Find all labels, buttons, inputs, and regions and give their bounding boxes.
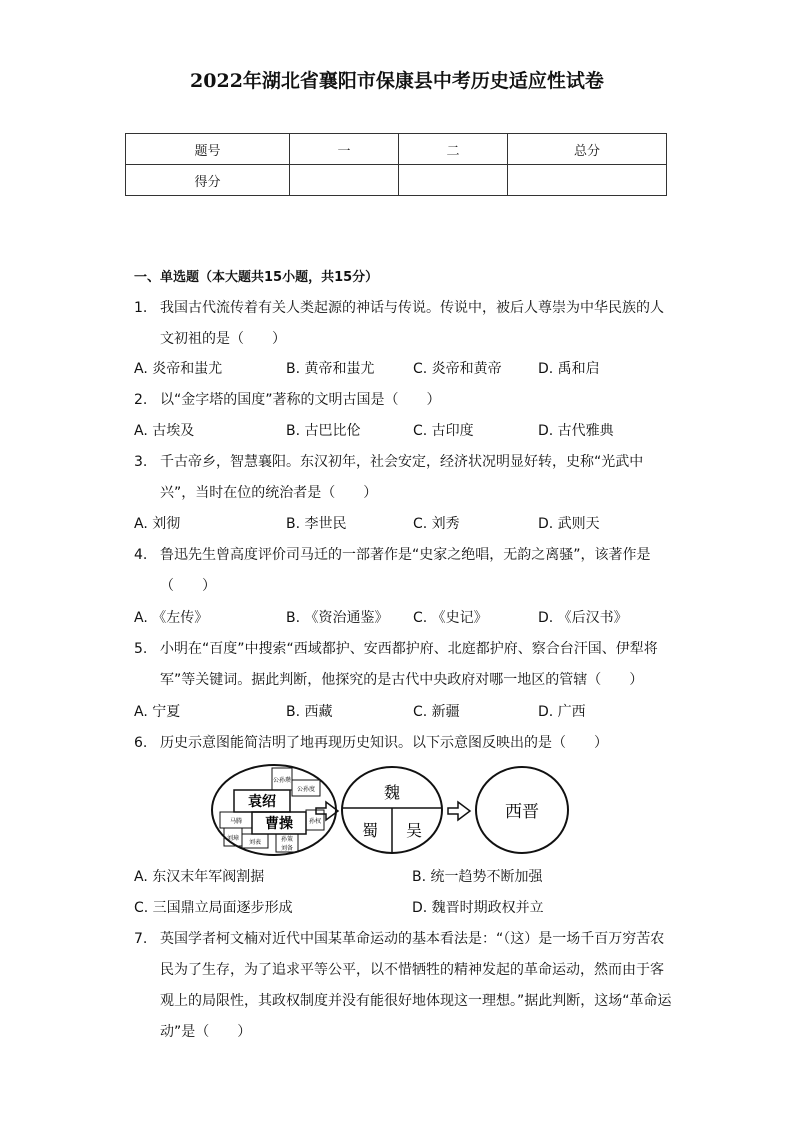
option-d[interactable]: D. 古代雅典: [538, 423, 614, 439]
option-d[interactable]: D. 禹和启: [538, 361, 600, 377]
question-5: [134, 634, 674, 696]
options-5: [134, 697, 674, 728]
question-stem: 小明在“百度”中搜索“西域都护、安西都护府、北庭都护府、察合台汗国、伊犁将军”等关键词。据此判断，他探究的是古代中央政府对哪一地区的管辖（ ）: [160, 641, 658, 688]
score-cell: [290, 165, 399, 196]
option-b[interactable]: B. 古巴比伦: [286, 423, 361, 439]
option-a[interactable]: A. 《左传》: [134, 610, 209, 626]
label-small-warlord: 马腾: [229, 818, 243, 825]
options-2: [134, 416, 674, 447]
question-stem: 历史示意图能简洁明了地再现历史知识。以下示意图反映出的是（ ）: [160, 735, 608, 751]
question-number: 2.: [134, 392, 148, 408]
question-number: 1.: [134, 300, 148, 316]
question-number: 6.: [134, 735, 148, 751]
option-a[interactable]: A. 宁夏: [134, 704, 181, 720]
label-wu: 吴: [405, 821, 423, 840]
label-small-warlord: 公孙瓒: [272, 777, 292, 784]
question-4: [134, 540, 674, 602]
options-6-row1: [134, 862, 674, 893]
label-yuanshao: 袁绍: [248, 794, 276, 810]
question-6: [134, 728, 674, 759]
option-a[interactable]: A. 东汉末年军阀割据: [134, 869, 265, 885]
question-stem: 英国学者柯文楠对近代中国某革命运动的基本看法是：“（这）是一场千百万穷苦农民为了生存，为了追求平等公平，以不惜牺牲的精神发起的革命运动，然而由于客观上的局限性，其政权制度并没有能很好地体现这一理想。”据此判断，这场“革命运动”是（ ）: [160, 931, 672, 1040]
options-4: [134, 603, 674, 634]
label-small-warlord: 刘璋: [226, 835, 240, 842]
option-b[interactable]: B. 统一趋势不断加强: [412, 869, 543, 885]
score-header-cell: 题号: [126, 134, 290, 165]
options-1: [134, 354, 674, 385]
section-heading: 一、单选题（本大题共15小题，共15分）: [134, 270, 379, 285]
score-table: [125, 133, 667, 196]
question-stem: 以“金字塔的国度”著称的文明古国是（ ）: [160, 392, 441, 408]
options-6-row2: [134, 893, 674, 924]
question-number: 4.: [134, 547, 148, 563]
question-2: [134, 385, 674, 416]
option-c[interactable]: C. 新疆: [413, 704, 460, 720]
score-cell: [508, 165, 667, 196]
option-a[interactable]: A. 古埃及: [134, 423, 195, 439]
label-small-warlord: 刘备: [280, 845, 294, 852]
option-a[interactable]: A. 刘彻: [134, 516, 181, 532]
arrow-right-icon: [448, 802, 470, 820]
score-table-row: [126, 165, 667, 196]
score-header-cell: 一: [290, 134, 399, 165]
label-small-warlord: 孙权: [308, 818, 322, 825]
score-cell: [399, 165, 508, 196]
option-d[interactable]: D. 武则天: [538, 516, 600, 532]
question-number: 5.: [134, 641, 148, 657]
option-b[interactable]: B. 《资治通鉴》: [286, 610, 389, 626]
options-3: [134, 509, 674, 540]
option-d[interactable]: D. 《后汉书》: [538, 610, 628, 626]
question-stem: 我国古代流传着有关人类起源的神话与传说。传说中，被后人尊崇为中华民族的人文初祖的是（ ）: [160, 300, 664, 347]
label-wei: 魏: [383, 783, 401, 802]
label-small-warlord: 孙策: [280, 836, 294, 843]
label-small-warlord: 公孙度: [296, 786, 316, 793]
option-c[interactable]: C. 《史记》: [413, 610, 488, 626]
question-3: [134, 447, 674, 509]
page-title: 2022年湖北省襄阳市保康县中考历史适应性试卷: [190, 70, 604, 92]
question-number: 3.: [134, 454, 148, 470]
label-shu: 蜀: [361, 821, 379, 840]
score-header-cell: 二: [399, 134, 508, 165]
option-a[interactable]: A. 炎帝和蚩尤: [134, 361, 223, 377]
option-c[interactable]: C. 炎帝和黄帝: [413, 361, 502, 377]
option-d[interactable]: D. 魏晋时期政权并立: [412, 900, 544, 916]
question-number: 7.: [134, 931, 148, 947]
score-table-header-row: [126, 134, 667, 165]
option-c[interactable]: C. 三国鼎立局面逐步形成: [134, 900, 293, 916]
option-c[interactable]: C. 刘秀: [413, 516, 460, 532]
question-stem: 千古帝乡，智慧襄阳。东汉初年，社会安定，经济状况明显好转，史称“光武中兴”，当时在位的统治者是（ ）: [160, 454, 644, 501]
question-stem: 鲁迅先生曾高度评价司马迁的一部著作是“史家之绝唱，无韵之离骚”，该著作是（ ）: [160, 547, 651, 594]
option-c[interactable]: C. 古印度: [413, 423, 474, 439]
option-d[interactable]: D. 广西: [538, 704, 586, 720]
option-b[interactable]: B. 黄帝和蚩尤: [286, 361, 375, 377]
option-b[interactable]: B. 西藏: [286, 704, 333, 720]
label-western-jin: 西晋: [505, 802, 539, 822]
label-small-warlord: 刘表: [248, 839, 262, 846]
question-1: [134, 293, 674, 355]
score-row-label: 得分: [126, 165, 290, 196]
option-b[interactable]: B. 李世民: [286, 516, 347, 532]
label-caocao: 曹操: [265, 816, 293, 832]
score-header-cell: 总分: [508, 134, 667, 165]
history-diagram: [210, 762, 570, 858]
question-7: [134, 924, 674, 1048]
